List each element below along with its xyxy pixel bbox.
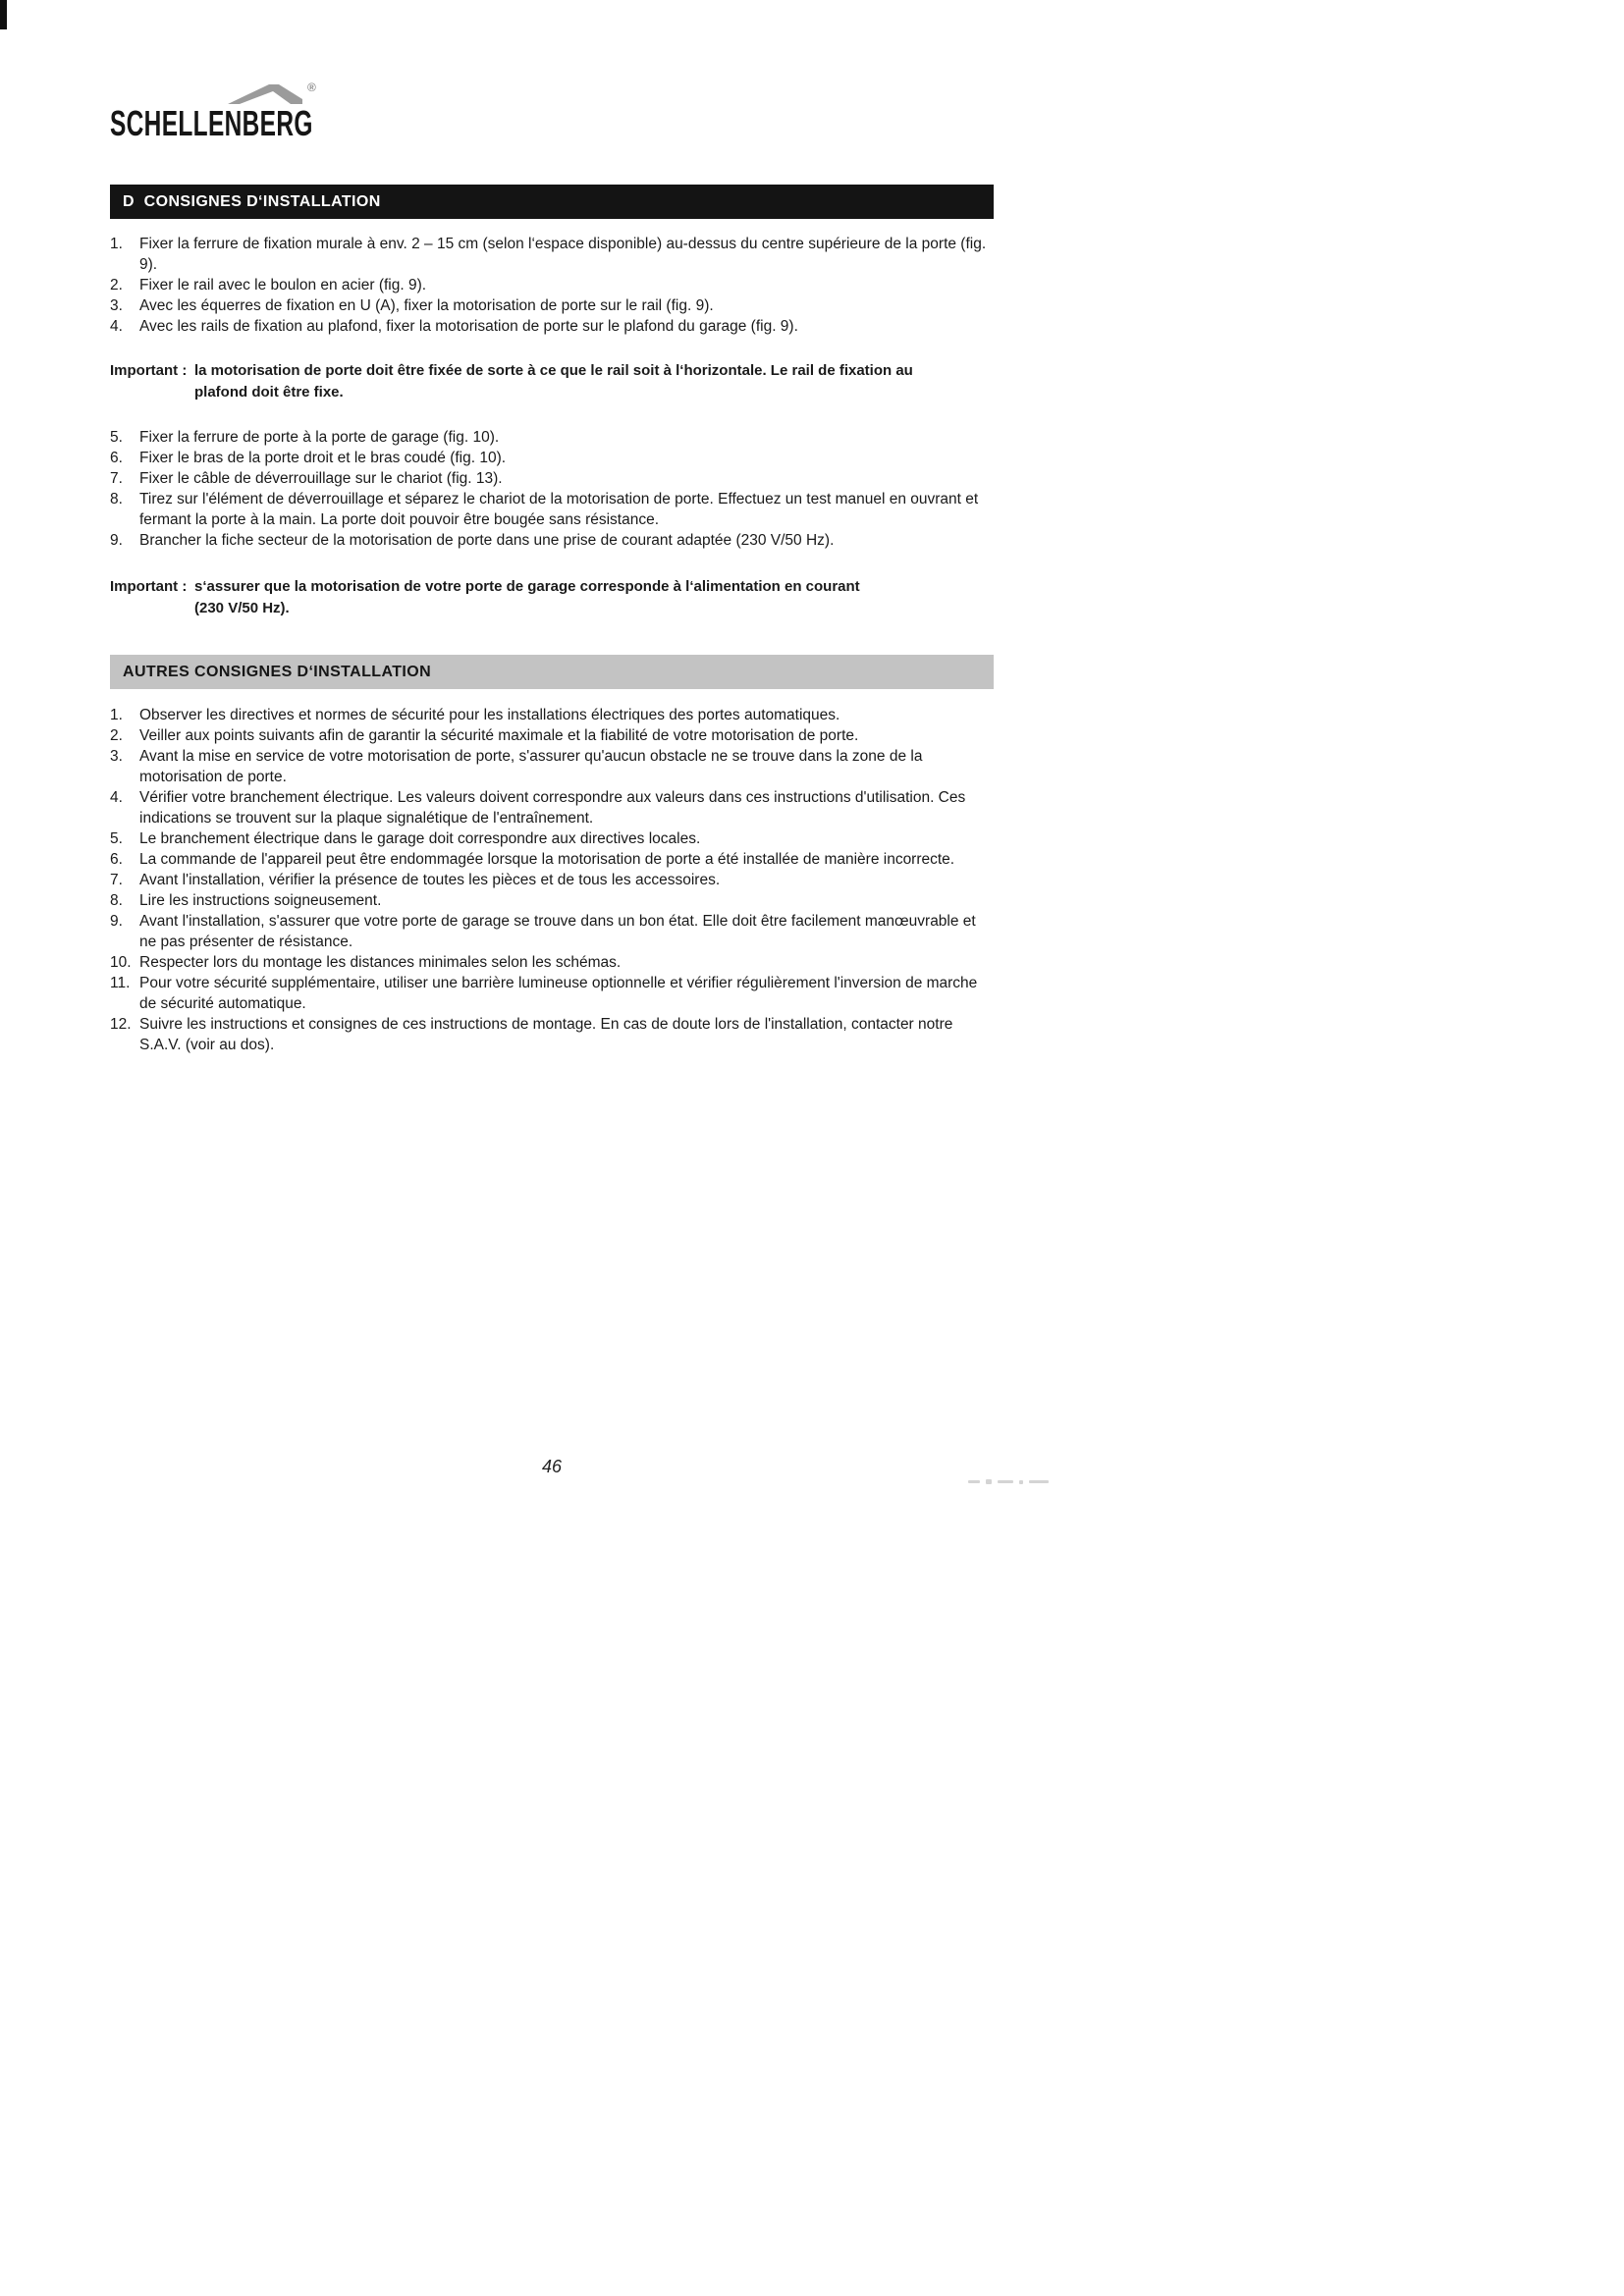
section-header-other-instructions: AUTRES CONSIGNES D‘INSTALLATION	[110, 655, 994, 689]
installation-steps-1-4	[110, 234, 994, 337]
item-number: 10.	[110, 954, 132, 971]
installation-step	[110, 316, 994, 337]
item-text: Pour votre sécurité supplémentaire, utiliser une barrière lumineuse optionnelle et vérifier régulièrement l'inversion de marche de sécurité automatique.	[139, 975, 978, 1012]
item-text: Avant l'installation, vérifier la présence de toutes les pièces et de tous les accessoires.	[139, 872, 721, 888]
installation-step	[110, 530, 994, 551]
installation-step	[110, 234, 994, 275]
step-number: 9.	[110, 532, 123, 549]
instruction-item	[110, 705, 994, 725]
page-number: 46	[541, 1457, 563, 1476]
installation-step	[110, 448, 994, 468]
important-label: Important :	[110, 362, 188, 379]
instruction-item	[110, 787, 994, 828]
item-number: 8.	[110, 892, 123, 909]
registered-trademark-icon: ®	[307, 80, 316, 94]
item-number: 7.	[110, 872, 123, 888]
instruction-item	[110, 952, 994, 973]
page-content	[110, 0, 994, 1055]
step-number: 6.	[110, 450, 123, 466]
step-number: 5.	[110, 429, 123, 446]
item-number: 11.	[110, 975, 131, 991]
item-text: Lire les instructions soigneusement.	[139, 892, 382, 909]
brand-logo-text: SCHELLENBERG	[110, 103, 313, 143]
installation-step	[110, 295, 994, 316]
instruction-item	[110, 870, 994, 890]
item-number: 12.	[110, 1016, 132, 1033]
step-text: Fixer la ferrure de fixation murale à env. 2 – 15 cm (selon l‘espace disponible) au-dessus du centre supérieure de la porte (fig. 9).	[139, 236, 987, 273]
item-text: Observer les directives et normes de sécurité pour les installations électriques des portes automatiques.	[139, 707, 840, 723]
scan-artifact-corner	[0, 0, 7, 29]
important-text-line: (230 V/50 Hz).	[194, 600, 290, 616]
item-text: La commande de l'appareil peut être endommagée lorsque la motorisation de porte a été installée de manière incorrecte.	[139, 851, 955, 868]
step-number: 7.	[110, 470, 123, 487]
instruction-item	[110, 849, 994, 870]
item-text: Le branchement électrique dans le garage doit correspondre aux directives locales.	[139, 830, 701, 847]
item-text: Vérifier votre branchement électrique. Les valeurs doivent correspondre aux valeurs dans ces instructions d'utilisation. Ces indications se trouvent sur la plaque signalétique de l'entraînement.	[139, 789, 966, 827]
step-text: Brancher la fiche secteur de la motorisation de porte dans une prise de courant adaptée (230 V/50 Hz).	[139, 532, 835, 549]
step-number: 3.	[110, 297, 123, 314]
important-text-line: plafond doit être fixe.	[194, 384, 344, 400]
step-text: Avec les équerres de fixation en U (A), fixer la motorisation de porte sur le rail (fig. 9).	[139, 297, 714, 314]
instruction-item	[110, 911, 994, 952]
instruction-item	[110, 828, 994, 849]
important-text	[194, 576, 994, 619]
item-number: 3.	[110, 748, 123, 765]
important-note-2	[110, 576, 994, 619]
step-number: 1.	[110, 236, 123, 252]
step-number: 2.	[110, 277, 123, 294]
item-number: 2.	[110, 727, 123, 744]
item-number: 5.	[110, 830, 123, 847]
item-number: 9.	[110, 913, 123, 930]
item-number: 1.	[110, 707, 123, 723]
installation-step	[110, 468, 994, 489]
item-text: Avant la mise en service de votre motorisation de porte, s'assurer qu'aucun obstacle ne se trouve dans la zone de la motorisation de porte.	[139, 748, 923, 785]
step-number: 8.	[110, 491, 123, 507]
item-text: Avant l'installation, s'assurer que votre porte de garage se trouve dans un bon état. Elle doit être facilement manœuvrable et ne pas présenter de résistance.	[139, 913, 976, 950]
installation-step	[110, 427, 994, 448]
important-text-line: s‘assurer que la motorisation de votre porte de garage corresponde à l‘alimentation en courant	[194, 578, 860, 595]
important-text-line: la motorisation de porte doit être fixée de sorte à ce que le rail soit à l‘horizontale. Le rail de fixation au	[194, 362, 913, 379]
installation-step	[110, 489, 994, 530]
brand-logo	[110, 80, 994, 145]
step-text: Avec les rails de fixation au plafond, fixer la motorisation de porte sur le plafond du garage (fig. 9).	[139, 318, 798, 335]
instruction-item	[110, 973, 994, 1014]
step-text: Fixer le câble de déverrouillage sur le chariot (fig. 13).	[139, 470, 503, 487]
step-text: Fixer le bras de la porte droit et le bras coudé (fig. 10).	[139, 450, 507, 466]
installation-steps-5-9	[110, 427, 994, 551]
installation-step	[110, 275, 994, 295]
item-number: 6.	[110, 851, 123, 868]
item-text: Respecter lors du montage les distances minimales selon les schémas.	[139, 954, 622, 971]
important-label: Important :	[110, 578, 188, 595]
step-text: Fixer la ferrure de porte à la porte de garage (fig. 10).	[139, 429, 500, 446]
instruction-item	[110, 1014, 994, 1055]
step-text: Tirez sur l'élément de déverrouillage et séparez le chariot de la motorisation de porte. Effectuez un test manuel en ouvrant et fermant la porte à la main. La porte doit pouvoir être bougée sans résistance.	[139, 491, 979, 528]
instruction-item	[110, 725, 994, 746]
other-instructions-list	[110, 705, 994, 1055]
roof-icon	[228, 84, 302, 104]
scan-artifact-bottom	[968, 1479, 1049, 1484]
instruction-item	[110, 890, 994, 911]
item-text: Veiller aux points suivants afin de garantir la sécurité maximale et la fiabilité de votre motorisation de porte.	[139, 727, 859, 744]
item-text: Suivre les instructions et consignes de ces instructions de montage. En cas de doute lors de l'installation, contacter notre S.A.V. (voir au dos).	[139, 1016, 953, 1053]
section-header-installation: D CONSIGNES D‘INSTALLATION	[110, 185, 994, 219]
important-text	[194, 360, 994, 403]
important-note-1	[110, 360, 994, 403]
step-text: Fixer le rail avec le boulon en acier (fig. 9).	[139, 277, 427, 294]
item-number: 4.	[110, 789, 123, 806]
step-number: 4.	[110, 318, 123, 335]
instruction-item	[110, 746, 994, 787]
